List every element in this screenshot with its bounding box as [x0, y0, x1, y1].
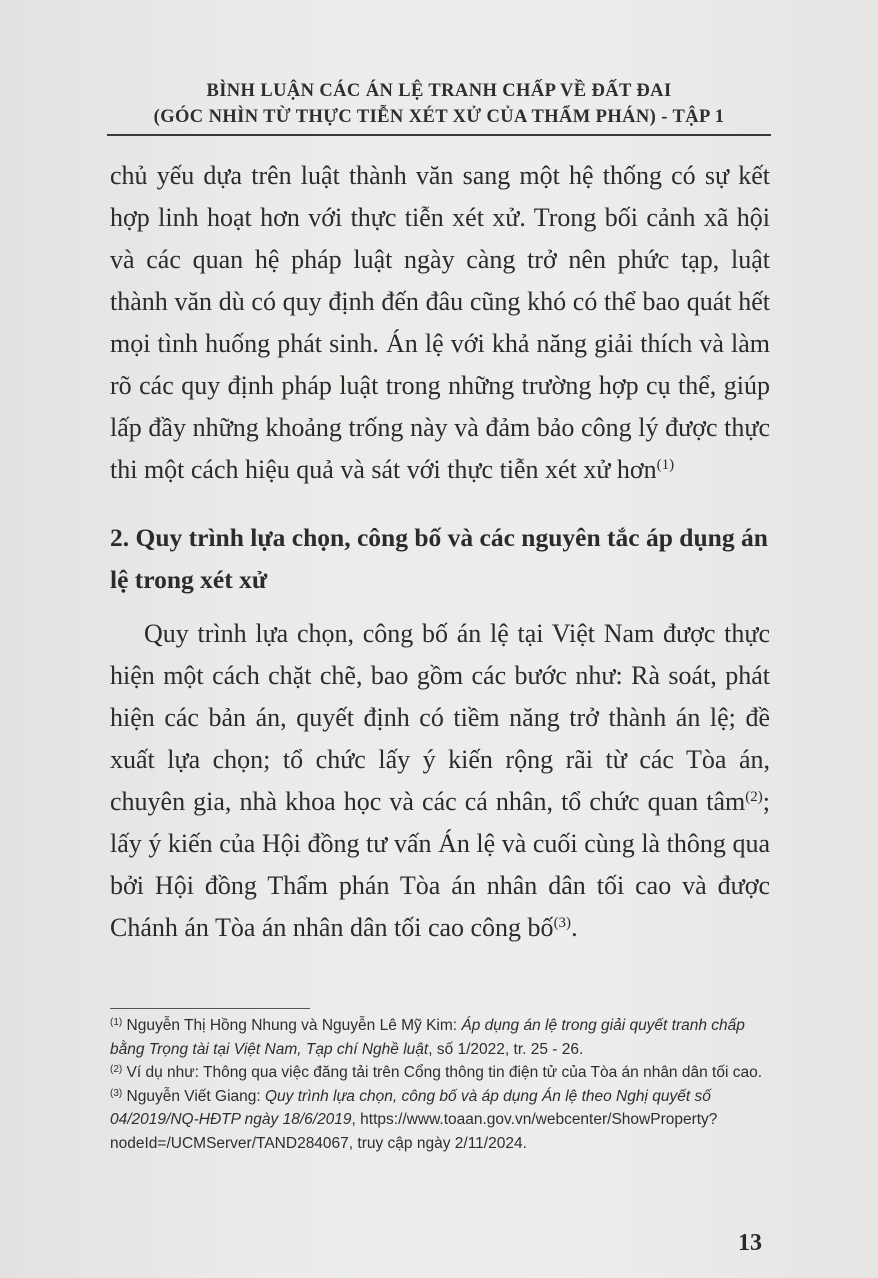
footnote-ref-1: (1): [656, 457, 675, 473]
footnotes: [110, 1014, 774, 1155]
footnote-3-tail: , https://www.toaan.gov.vn/webcenter/ShowProperty?nodeId=/UCMServer/TAND284067, truy cập ngày 2/11/2024.: [110, 1111, 718, 1152]
footnote-3-marker: (3): [110, 1087, 123, 1099]
footnote-separator: [110, 1008, 310, 1009]
main-text: [110, 155, 770, 949]
running-header: [0, 78, 878, 130]
paragraph-2-text-a: Quy trình lựa chọn, công bố án lệ tại Việt Nam được thực hiện một cách chặt chẽ, bao gồm các bước như: Rà soát, phát hiện các bản án, quyết định có tiềm năng trở thành án lệ; đề xuất lựa chọn; tổ chức lấy ý kiến rộng rãi từ các Tòa án, chuyên gia, nhà khoa học và các cá nhân, tổ chức quan tâm: [110, 619, 770, 816]
header-title-line-1: BÌNH LUẬN CÁC ÁN LỆ TRANH CHẤP VỀ ĐẤT ĐAI: [206, 81, 672, 101]
header-title-line-2: (GÓC NHÌN TỪ THỰC TIỄN XÉT XỬ CỦA THẨM PHÁN) - TẬP 1: [153, 107, 725, 127]
footnote-3-title: Quy trình lựa chọn, công bố và áp dụng Án lệ theo Nghị quyết số 04/2019/NQ-HĐTP ngày 18/6/2019: [110, 1087, 711, 1128]
footnote-1-text: Nguyễn Thị Hồng Nhung và Nguyễn Lê Mỹ Kim:: [122, 1017, 462, 1034]
footnote-2-text: Ví dụ như: Thông qua việc đăng tải trên Cổng thông tin điện tử của Tòa án nhân dân tối cao.: [122, 1064, 763, 1081]
footnote-1-marker: (1): [110, 1017, 123, 1028]
footnote-2: [110, 1061, 774, 1085]
page-number: 13: [738, 1230, 762, 1256]
header-rule: [107, 134, 771, 136]
footnote-ref-2: (2): [745, 789, 763, 805]
footnote-3: [110, 1085, 774, 1156]
footnote-3-text: Nguyễn Viết Giang:: [122, 1087, 265, 1105]
paragraph-2-text-b: ; lấy ý kiến của Hội đồng tư vấn Án lệ và cuối cùng là thông qua bởi Hội đồng Thẩm phán Tòa án nhân dân tối cao và được Chánh án Tòa án nhân dân tối cao công bố: [110, 787, 770, 942]
paragraph-1-text: chủ yếu dựa trên luật thành văn sang một hệ thống có sự kết hợp linh hoạt hơn với thực tiễn xét xử. Trong bối cảnh xã hội và các quan hệ pháp luật ngày càng trở nên phức tạp, luật thành văn dù có quy định đến đâu cũng khó có thể bao quát hết mọi tình huống phát sinh. Án lệ với khả năng giải thích và làm rõ các quy định pháp luật trong những trường hợp cụ thể, giúp lấp đầy những khoảng trống này và đảm bảo công lý được thực thi một cách hiệu quả và sát với thực tiễn xét xử hơn: [110, 161, 770, 484]
paragraph-2-text-c: .: [571, 913, 578, 942]
paragraph-2: [110, 613, 770, 949]
section-heading: 2. Quy trình lựa chọn, công bố và các nguyên tắc áp dụng án lệ trong xét xử: [110, 523, 768, 594]
footnote-2-marker: (2): [110, 1064, 123, 1075]
footnote-1-tail: , số 1/2022, tr. 25 - 26.: [428, 1040, 584, 1058]
footnote-1-title: Áp dụng án lệ trong giải quyết tranh chấp bằng Trọng tài tại Việt Nam, Tạp chí Nghề luật: [110, 1017, 745, 1058]
footnote-1: [110, 1014, 774, 1061]
footnote-ref-3: (3): [553, 915, 572, 931]
paragraph-continued: [110, 155, 770, 491]
